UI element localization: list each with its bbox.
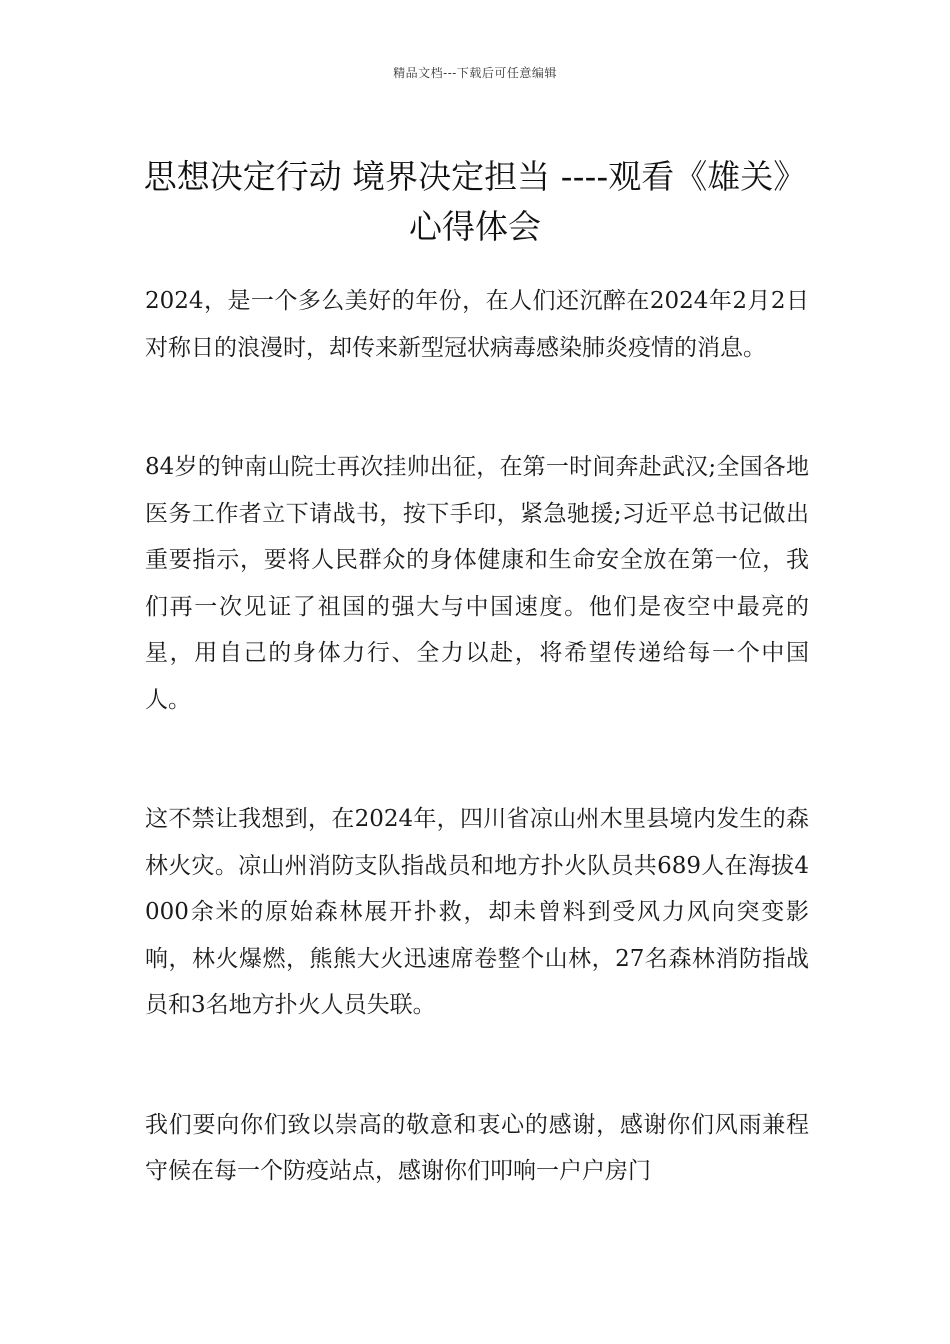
document-title: 思想决定行动 境界决定担当 ----观看《雄关》心得体会: [143, 157, 807, 247]
document-body: [145, 278, 809, 1268]
paragraph: 84岁的钟南山院士再次挂帅出征，在第一时间奔赴武汉;全国各地医务工作者立下请战书，按下手印，紧急驰援;习近平总书记做出重要指示，要将人民群众的身体健康和生命安全放在第一位，我们再一次见证了祖国的强大与中国速度。他们是夜空中最亮的星，用自己的身体力行、全力以赴，将希望传递给每一个中国人。: [145, 454, 809, 713]
paragraph: 我们要向你们致以崇高的敬意和衷心的感谢，感谢你们风雨兼程守候在每一个防疫站点，感谢你们叩响一户户房门: [145, 1111, 809, 1184]
paragraph: 这不禁让我想到，在2024年，四川省凉山州木里县境内发生的森林火灾。凉山州消防支队指战员和地方扑火队员共689人在海拔4000余米的原始森林展开扑救，却未曾料到受风力风向突变影响，林火爆燃，熊熊大火迅速席卷整个山林，27名森林消防指战员和3名地方扑火人员失联。: [145, 806, 809, 1018]
paragraph: 2024，是一个多么美好的年份，在人们还沉醉在2024年2月2日对称日的浪漫时，却传来新型冠状病毒感染肺炎疫情的消息。: [145, 288, 809, 361]
page-header: 精品文档---下载后可任意编辑: [393, 66, 557, 80]
